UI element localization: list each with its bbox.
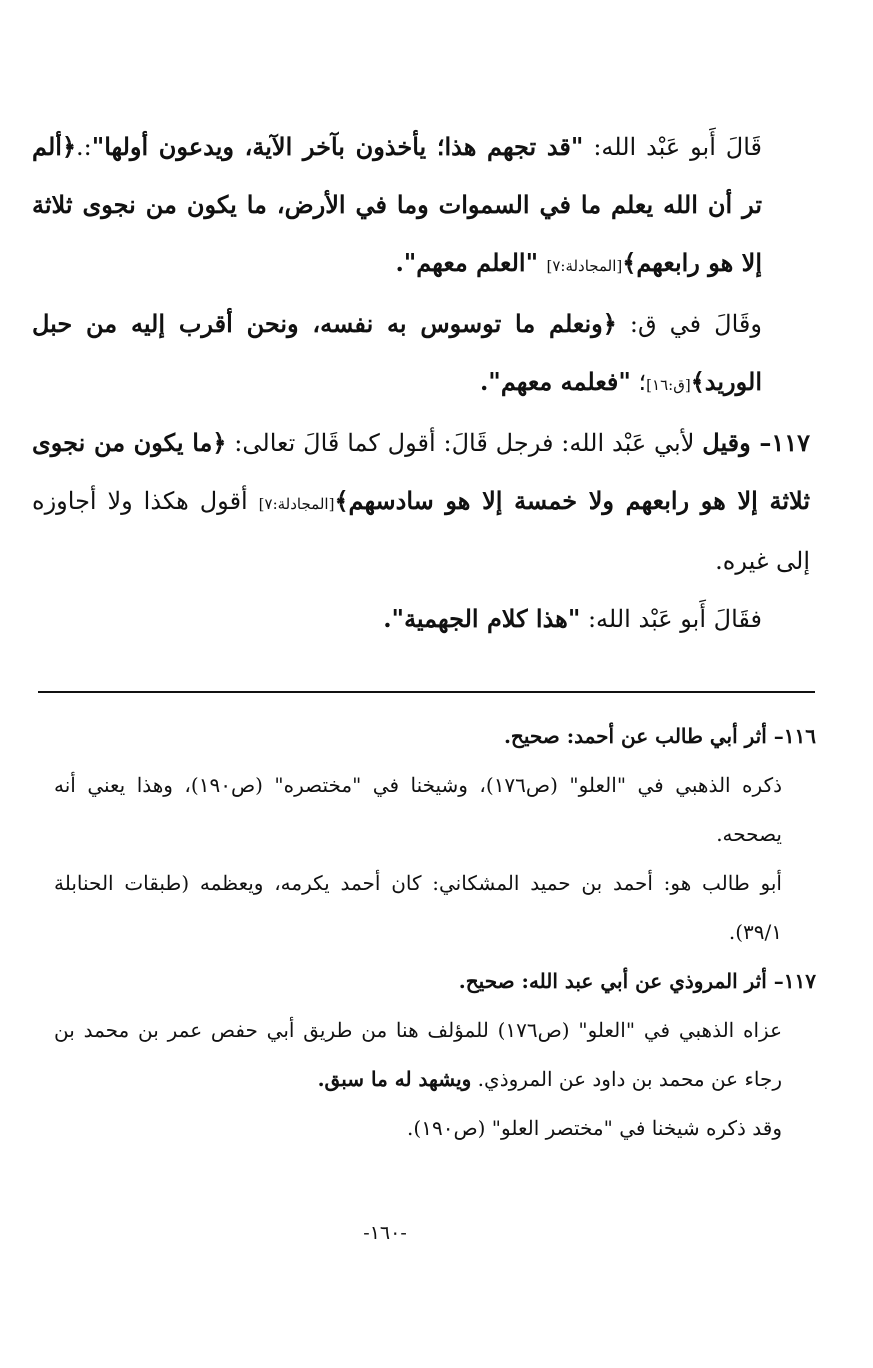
verse-reference: [المجادلة:٧] (258, 495, 335, 513)
footnotes-section (54, 712, 816, 1153)
quote-text: "قد تجهم هذا؛ يأخذون بآخر الآية، ويدعون أولها" (91, 132, 584, 161)
punctuation: ؛ (630, 368, 647, 396)
narration-text: أقول هكذا ولا أجاوزه إلى غيره. (32, 487, 810, 575)
narration-lead: وقيل (702, 428, 760, 457)
footnote-117-body: وقد ذكره شيخنا في "مختصر العلو" (ص١٩٠). (407, 1116, 782, 1140)
narration-text: وقَالَ في ق: (616, 310, 762, 338)
quote-text: "العلم معهم". (395, 248, 547, 277)
narration-number: ١١٧– (759, 428, 811, 457)
verse-reference: [ق:١٦] (646, 376, 691, 394)
footnote-emphasis: ويشهد له ما سبق. (317, 1067, 472, 1091)
quran-verse: ﴿ونعلم ما توسوس به نفسه، ونحن أقرب إليه من حبل الوريد﴾ (32, 309, 762, 396)
main-text (32, 118, 810, 648)
footnote-117-body (54, 1006, 816, 1104)
quote-text: "فعلمه معهم". (479, 367, 631, 396)
quote-text: "هذا كلام الجهمية". (383, 604, 581, 633)
footnote-divider (38, 691, 815, 693)
paragraph-2 (32, 295, 810, 414)
quran-verse: ﴿ما يكون من نجوى ثلاثة إلا هو رابعهم ولا خمسة إلا هو سادسهم﴾ (32, 428, 811, 515)
footnote-117-heading: ١١٧– أثر المروذي عن أبي عبد الله: صحيح. (458, 969, 816, 993)
footnote-116-heading: ١١٦– أثر أبي طالب عن أحمد: صحيح. (503, 724, 816, 748)
footnote-text: عزاه الذهبي في "العلو" (ص١٧٦) للمؤلف هنا من طريق أبي حفص عمر بن محمد بن رجاء عن محمد بن داود عن المروذي. (54, 1018, 783, 1091)
page-number: -١٦٠- (363, 1222, 407, 1244)
quran-verse: ﴿ألم تر أن الله يعلم ما في السموات وما في الأرض، ما يكون من نجوى ثلاثة إلا هو رابعهم﴾ (32, 132, 762, 277)
footnote-116-body: ذكره الذهبي في "العلو" (ص١٧٦)، وشيخنا في "مختصره" (ص١٩٠)، وهذا يعني أنه يصححه. (54, 773, 782, 846)
paragraph-4 (32, 590, 810, 648)
footnote-116-body: أبو طالب هو: أحمد بن حميد المشكاني: كان أحمد يكرمه، ويعظمه (طبقات الحنابلة ٣٩/١). (54, 871, 782, 944)
narration-text: قَالَ أَبو عَبْد الله: (583, 133, 762, 161)
paragraph-1 (32, 118, 810, 295)
paragraph-3 (32, 414, 810, 590)
narration-text: لأبي عَبْد الله: فرجل قَالَ: أقول كما قَالَ تعالى: (226, 429, 703, 457)
verse-reference: [المجادلة:٧] (546, 257, 623, 275)
narration-text: فقَالَ أَبو عَبْد الله: (580, 605, 762, 633)
punctuation: :. (76, 133, 92, 161)
